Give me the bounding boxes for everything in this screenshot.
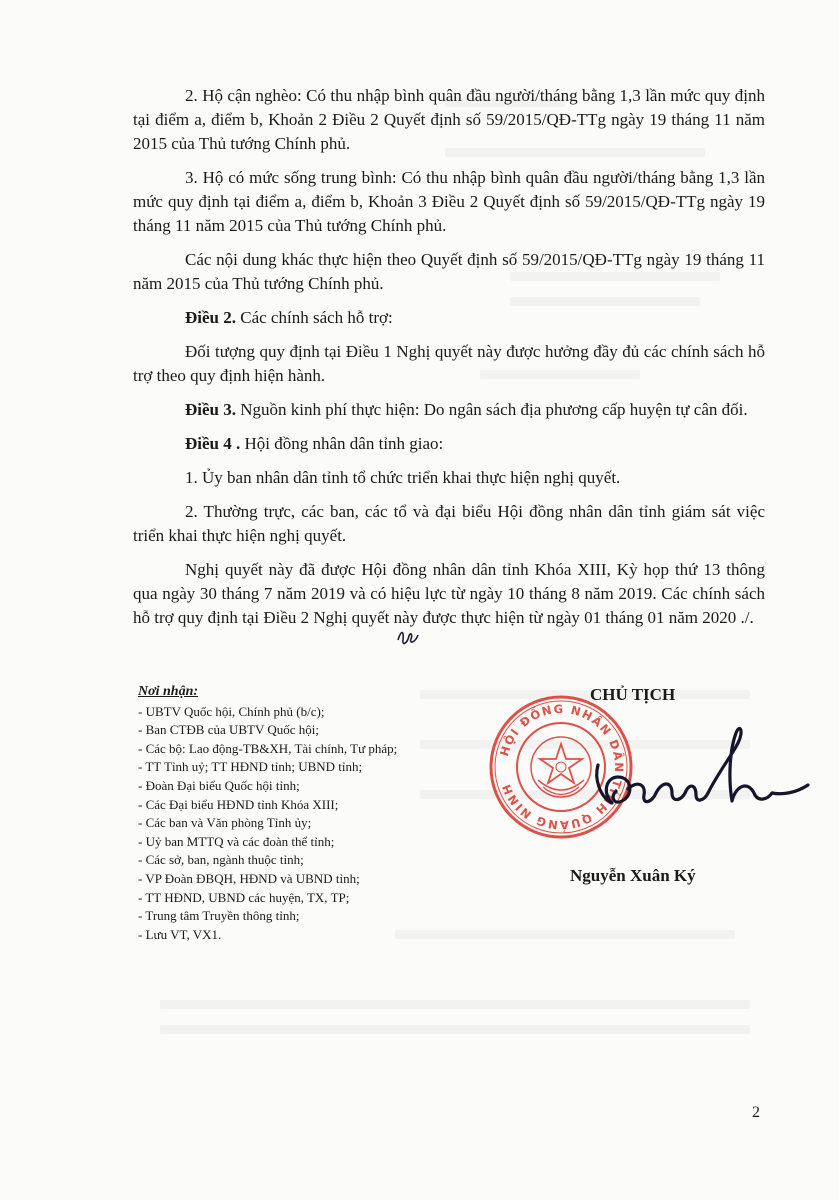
recipient-item: - TT HĐND, UBND các huyện, TX, TP; <box>138 889 350 905</box>
recipient-item: - Lưu VT, VX1. <box>138 926 222 942</box>
signer-title: CHỦ TỊCH <box>590 685 676 704</box>
recipient-item: - TT Tỉnh uỷ; TT HĐND tỉnh; UBND tỉnh; <box>138 759 363 775</box>
paragraph: 3. Hộ có mức sống trung bình: Có thu nhập bình quân đầu người/tháng bằng 1,3 lần mức quy định tại điểm a, điểm b, Khoản 3 Điều 2 Quyết định số 59/2015/QĐ-TTg ngày 19 tháng 11 năm 2015 của Thủ tướng Chính phủ. <box>133 168 765 235</box>
signer-name: Nguyễn Xuân Ký <box>570 866 696 885</box>
paragraph: 2. Thường trực, các ban, các tổ và đại biểu Hội đồng nhân dân tỉnh giám sát việc triển khai thực hiện nghị quyết. <box>133 502 765 545</box>
recipient-item: - Uỷ ban MTTQ và các đoàn thể tỉnh; <box>138 833 335 849</box>
handwritten-initial-icon <box>395 626 421 648</box>
recipient-item: - VP Đoàn ĐBQH, HĐND và UBND tỉnh; <box>138 870 360 886</box>
recipient-item: - Ban CTĐB của UBTV Quốc hội; <box>138 722 320 738</box>
page-number: 2 <box>752 1104 760 1121</box>
recipient-item: - Các Đại biểu HĐND tỉnh Khóa XIII; <box>138 796 339 812</box>
recipient-item: - Đoàn Đại biểu Quốc hội tỉnh; <box>138 777 300 793</box>
recipient-item: - Trung tâm Truyền thông tỉnh; <box>138 908 300 924</box>
paragraph: 2. Hộ cận nghèo: Có thu nhập bình quân đầu người/tháng bằng 1,3 lần mức quy định tại điểm a, điểm b, Khoản 2 Điều 2 Quyết định số 59/2015/QĐ-TTg ngày 19 tháng 11 năm 2015 của Thủ tướng Chính phủ. <box>133 86 765 153</box>
recipient-item: - Các sở, ban, ngành thuộc tỉnh; <box>138 852 304 868</box>
recipients-title: Nơi nhận: <box>138 684 199 699</box>
body-text <box>133 84 765 640</box>
recipient-item: - Các ban và Văn phòng Tỉnh ủy; <box>138 815 312 831</box>
handwritten-signature-icon <box>572 715 812 825</box>
closing-paragraph: Nghị quyết này đã được Hội đồng nhân dân tỉnh Khóa XIII, Kỳ họp thứ 13 thông qua ngày 30 tháng 7 năm 2019 và có hiệu lực từ ngày 10 tháng 8 năm 2019. Các chính sách hỗ trợ quy định tại Điều 2 Nghị quyết này được thực hiện từ ngày 01 tháng 01 năm 2020 ./. <box>133 560 765 627</box>
recipient-item: - Các bộ: Lao động-TB&XH, Tài chính, Tư pháp; <box>138 740 398 756</box>
svg-text:HỘI ĐỒNG NHÂN DÂN TỈNH QUẢNG N: HỘI ĐỒNG NHÂN DÂN TỈNH QUẢNG NINH <box>497 701 627 833</box>
recipients-list <box>138 683 468 944</box>
article-heading: Điều 3. Nguồn kinh phí thực hiện: Do ngân sách địa phương cấp huyện tự cân đối. <box>185 400 748 419</box>
paragraph: 1. Ủy ban nhân dân tỉnh tổ chức triển khai thực hiện nghị quyết. <box>185 468 621 487</box>
recipient-item: - UBTV Quốc hội, Chính phủ (b/c); <box>138 703 325 719</box>
article-heading: Điều 4 . Hội đồng nhân dân tỉnh giao: <box>185 434 444 453</box>
article-heading: Điều 2. Các chính sách hỗ trợ: <box>185 308 393 327</box>
paragraph: Đối tượng quy định tại Điều 1 Nghị quyết này được hưởng đầy đủ các chính sách hỗ trợ theo quy định hiện hành. <box>133 342 765 385</box>
paragraph: Các nội dung khác thực hiện theo Quyết định số 59/2015/QĐ-TTg ngày 19 tháng 11 năm 2015 của Thủ tướng Chính phủ. <box>133 250 765 293</box>
